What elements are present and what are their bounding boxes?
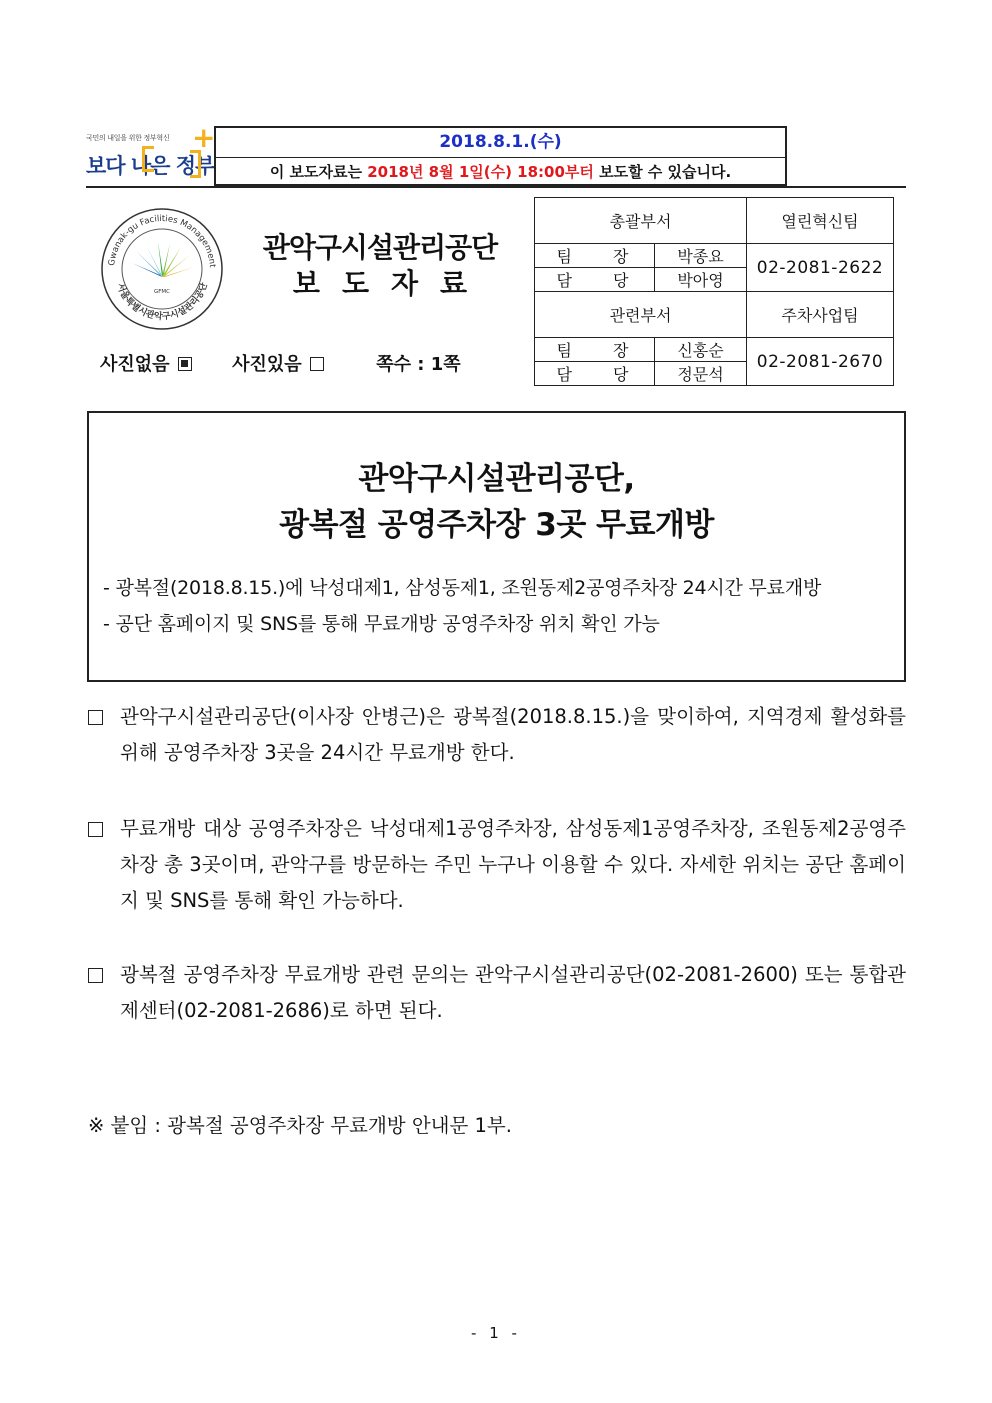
photo-page-info (100, 350, 461, 376)
org-title: 관악구시설관리공단 (262, 231, 498, 264)
paragraph-text: 광복절 공영주차장 무료개방 관련 문의는 관악구시설관리공단(02-2081-2600) 또는 통합관제센터(02-2081-2686)로 하면 된다. (120, 963, 906, 1022)
summary-bullet: - 광복절(2018.8.15.)에 낙성대제1, 삼성동제1, 조원동제2공영주차장 24시간 무료개방 (103, 577, 822, 599)
emblem-ring-text: Gwanak-gu Facilities Management (107, 213, 217, 268)
headline-line-1: 관악구시설관리공단, (358, 461, 635, 497)
main-name-lead: 박종요 (655, 244, 747, 268)
government-innovation-logo (86, 121, 216, 188)
paragraph-text: 무료개방 대상 공영주차장은 낙성대제1공영주차장, 삼성동제1공영주차장, 조원동제2공영주차장 총 3곳이며, 관악구를 방문하는 주민 누구나 이용할 수 있다. 자세한 위치는 공단 홈페이지 및 SNS를 통해 확인 가능하다. (120, 817, 906, 912)
embargo-time: 2018년 8월 1일(수) 18:00부터 (367, 163, 594, 181)
summary-bullet: - 공단 홈페이지 및 SNS를 통해 무료개방 공영주차장 위치 확인 가능 (103, 613, 660, 635)
no-photo-label: 사진없음 (100, 354, 170, 375)
release-date-box (214, 126, 787, 186)
body-paragraph (88, 957, 906, 1029)
page-count: 쪽수 : 1쪽 (376, 354, 461, 375)
emblem-mark-text: GFMC (153, 289, 171, 295)
related-role-lead: 팀 장 (535, 338, 655, 362)
embargo-suffix: 보도할 수 있습니다. (593, 163, 732, 181)
related-name-staff: 정문석 (655, 362, 747, 386)
related-dept-label: 관련부서 (535, 292, 747, 338)
contact-table (534, 197, 894, 386)
page-number: - 1 - (471, 1324, 521, 1342)
banner-divider (86, 186, 906, 188)
no-photo-checkbox (178, 357, 192, 371)
release-date: 2018.8.1.(수) (216, 128, 785, 158)
main-dept-label: 총괄부서 (535, 198, 747, 244)
body-paragraph (88, 811, 906, 919)
main-team-name: 열린혁신팀 (747, 198, 894, 244)
press-release-label: 보도자료 (292, 267, 490, 300)
has-photo-label: 사진있음 (232, 354, 302, 375)
gov-logo-tagline: 국민의 내일을 위한 정부혁신 (86, 134, 170, 142)
body-paragraph (88, 699, 906, 771)
square-bullet-icon (88, 710, 103, 725)
attachment-note: ※ 붙임 : 광복절 공영주차장 무료개방 안내문 1부. (88, 1114, 512, 1137)
paragraph-text: 관악구시설관리공단(이사장 안병근)은 광복절(2018.8.15.)을 맞이하여, 지역경제 활성화를 위해 공영주차장 3곳을 24시간 무료개방 한다. (120, 705, 906, 764)
square-bullet-icon (88, 822, 103, 837)
main-role-staff: 담 당 (535, 268, 655, 292)
related-team-name: 주차사업팀 (747, 292, 894, 338)
svg-text:Gwanak-gu Facilities Managemen (100, 207, 217, 270)
svg-text:서울특별시관악구시설관리공단 (114, 281, 209, 323)
logo-plus-icon: + (192, 121, 216, 154)
headline-box (87, 411, 906, 682)
related-role-staff: 담 당 (535, 362, 655, 386)
related-name-lead: 신홍순 (655, 338, 747, 362)
headline-line-2: 광복절 공영주차장 3곳 무료개방 (279, 507, 714, 543)
logo-bracket-right-icon (190, 150, 201, 178)
embargo-prefix: 이 보도자료는 (269, 163, 368, 181)
main-role-lead: 팀 장 (535, 244, 655, 268)
main-name-staff: 박아영 (655, 268, 747, 292)
emblem-bottom-text: 서울특별시관악구시설관리공단 (114, 281, 210, 323)
gov-logo-title: 보다 나은 정부 (86, 154, 215, 178)
square-bullet-icon (88, 968, 103, 983)
main-phone: 02-2081-2622 (747, 244, 894, 292)
embargo-notice (216, 158, 785, 187)
has-photo-checkbox (310, 357, 324, 371)
logo-bracket-left-icon (142, 146, 154, 172)
gfmc-emblem-logo (100, 207, 224, 331)
related-phone: 02-2081-2670 (747, 338, 894, 386)
